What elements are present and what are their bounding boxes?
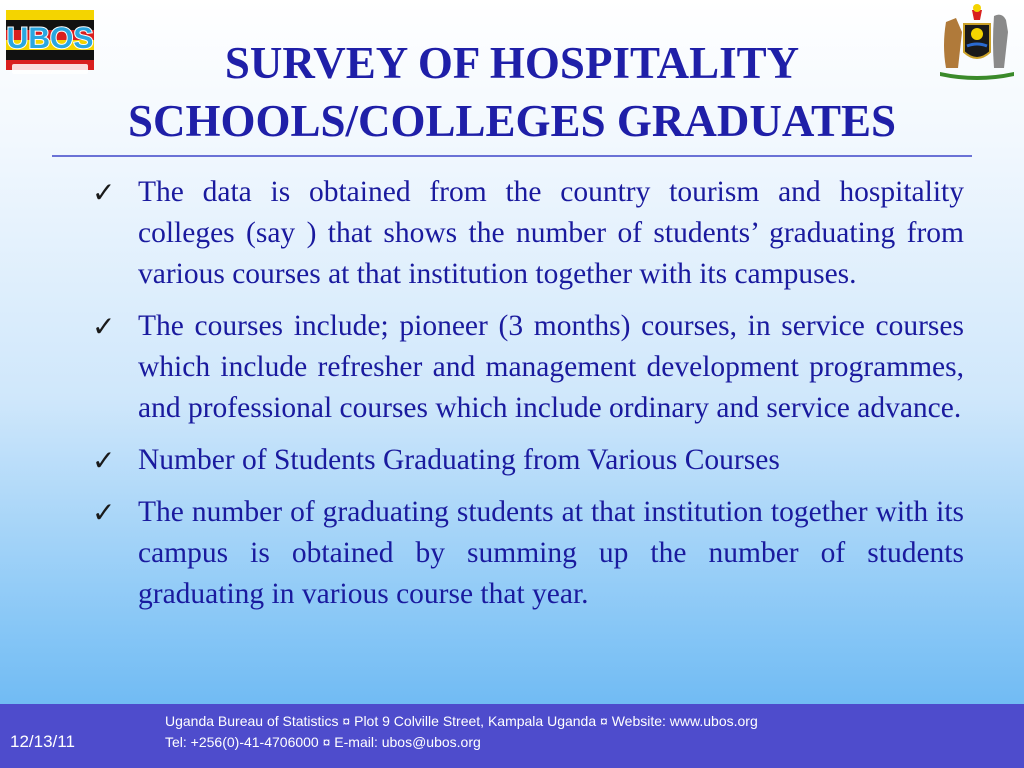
bullet-text: Number of Students Graduating from Various Courses (138, 444, 780, 476)
footer-bar (0, 704, 1024, 768)
title-line-2: SCHOOLS/COLLEGES GRADUATES (127, 96, 897, 146)
bullet-text: The courses include; pioneer (3 months) courses, in service courses which include refresher and management development programmes, and professional courses which include ordinary and service advance. (138, 310, 964, 424)
checkmark-icon: ✓ (92, 310, 116, 343)
bullet-text: The number of graduating students at that institution together with its campus is obtained by summing up the number of students graduating in various course that year. (138, 496, 964, 610)
title-divider (52, 155, 972, 157)
checkmark-icon: ✓ (92, 176, 116, 209)
checkmark-icon: ✓ (92, 444, 116, 477)
bullet-item (92, 172, 964, 295)
bullet-list (92, 172, 964, 626)
title-line-1: SURVEY OF HOSPITALITY (224, 38, 800, 88)
svg-text:UBOS: UBOS (6, 22, 94, 55)
footer-contact: Tel: +256(0)-41-4706000 ¤ E-mail: ubos@ubos.org (165, 734, 481, 750)
bullet-text: The data is obtained from the country tourism and hospitality colleges (say ) that shows the number of students’ graduating from various courses at that institution together with its campuses. (138, 176, 964, 290)
checkmark-icon: ✓ (92, 496, 116, 529)
bullet-item (92, 306, 964, 429)
slide-title (40, 34, 984, 150)
bullet-item (92, 440, 964, 481)
bullet-item (92, 492, 964, 615)
footer-date: 12/13/11 (10, 732, 75, 751)
footer-address: Uganda Bureau of Statistics ¤ Plot 9 Colville Street, Kampala Uganda ¤ Website: www.ubos.org (165, 713, 758, 729)
